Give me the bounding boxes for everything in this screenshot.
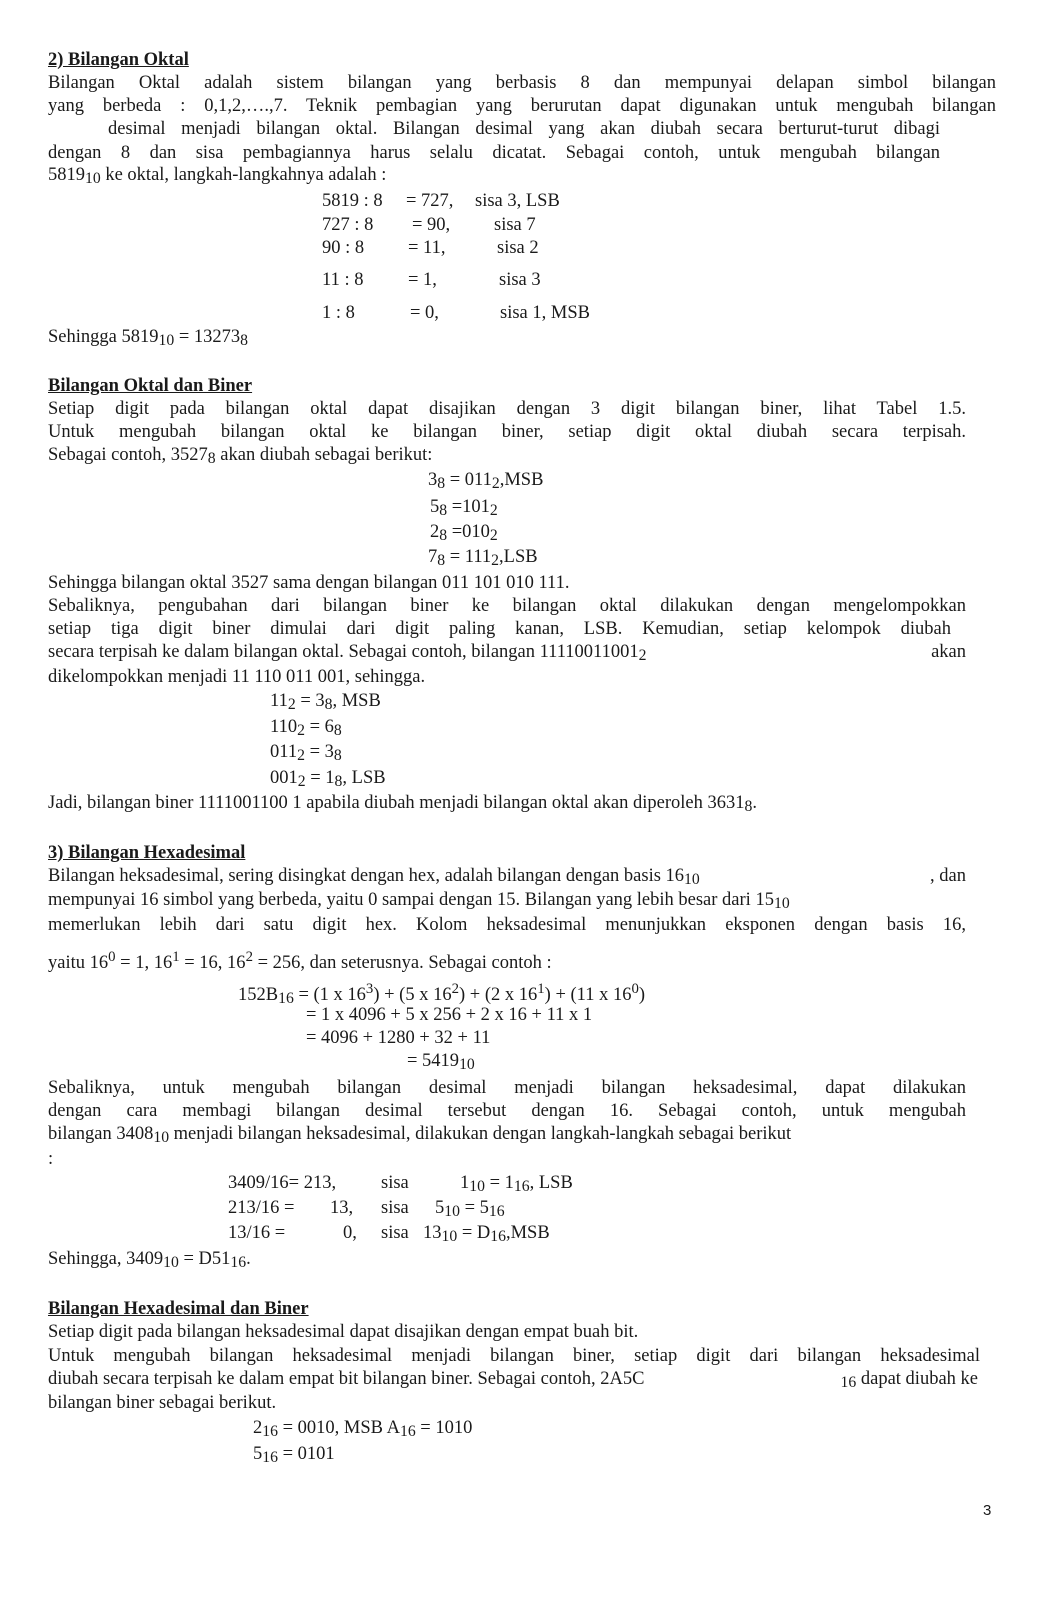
octal-to-binary-row: 28 =0102 bbox=[430, 522, 498, 544]
oktal-biner-line: setiap tiga digit biner dimulai dari digit paling kanan, LSB. Kemudian, setiap kelompok diubah bbox=[48, 619, 951, 639]
binary-group-row: 1102 = 68 bbox=[270, 717, 342, 739]
hex-division-quotient: 0, bbox=[343, 1223, 357, 1243]
hex-division-label: sisa bbox=[381, 1198, 409, 1218]
hex-paragraph-line: Sebaliknya, untuk mengubah bilangan desimal menjadi bilangan heksadesimal, dapat dilakukan bbox=[48, 1078, 966, 1098]
division-row-remainder: sisa 7 bbox=[494, 215, 536, 235]
hex-expansion-line: 152B16 = (1 x $16^3) + (5$ x $16^2) + (2$ x $16^1) + (11$ x $16^0$) bbox=[238, 981, 646, 1007]
hex-division-remainder: 510 = 516 bbox=[435, 1198, 505, 1220]
hex-expansion-result: = 541910 bbox=[407, 1051, 475, 1073]
oktal-biner-line: Sebaliknya, pengubahan dari bilangan biner ke bilangan oktal dilakukan dengan mengelompokkan bbox=[48, 596, 966, 616]
hex-paragraph-line: dengan cara membagi bilangan desimal tersebut dengan 16. Sebagai contoh, untuk mengubah bbox=[48, 1101, 966, 1121]
hex-biner-line: Setiap digit pada bilangan heksadesimal dapat disajikan dengan empat buah bit. bbox=[48, 1322, 639, 1342]
hex-division-label: sisa bbox=[381, 1223, 409, 1243]
octal-to-binary-row: 58 =1012 bbox=[430, 497, 498, 519]
hex-division-remainder: 1310 = D16,MSB bbox=[423, 1223, 550, 1245]
heading-oktal-dan-biner: Bilangan Oktal dan Biner bbox=[48, 376, 253, 396]
division-row: 727 : 8 bbox=[322, 215, 374, 235]
oktal-biner-line: dikelompokkan menjadi 11 110 011 001, sehingga. bbox=[48, 667, 426, 687]
hex-paragraph-line: mempunyai 16 simbol yang berbeda, yaitu 0 sampai dengan 15. Bilangan yang lebih besar dari 1510 bbox=[48, 890, 790, 912]
hex-biner-line: diubah secara terpisah ke dalam empat bit bilangan biner. Sebagai contoh, 2A5C 16 dapat diubah ke bbox=[48, 1369, 978, 1391]
hex-expansion-line: = 4096 + 1280 + 32 + 11 bbox=[306, 1028, 491, 1048]
hex-to-binary-row: 216 = 0010, MSB A16 = 1010 bbox=[253, 1418, 473, 1440]
oktal-paragraph-line: Bilangan Oktal adalah sistem bilangan yang berbasis 8 dan mempunyai delapan simbol bilangan bbox=[48, 73, 996, 93]
division-row-remainder: sisa 2 bbox=[497, 238, 539, 258]
hex-division-quotient: 13, bbox=[330, 1198, 354, 1218]
division-row: 90 : 8 bbox=[322, 238, 365, 258]
division-row: 11 : 8 bbox=[322, 270, 364, 290]
oktal-biner-line: Sebagai contoh, 35278 akan diubah sebagai berikut: bbox=[48, 445, 433, 467]
oktal-biner-summary: Sehingga bilangan oktal 3527 sama dengan bilangan 011 101 010 111. bbox=[48, 573, 570, 593]
octal-to-binary-row: 78 = 1112,LSB bbox=[428, 547, 538, 569]
octal-to-binary-row: 38 = 0112,MSB bbox=[428, 470, 544, 492]
page-number: 3 bbox=[983, 1502, 992, 1519]
oktal-biner-line: Setiap digit pada bilangan oktal dapat disajikan dengan 3 digit bilangan biner, lihat Tabel 1.5. bbox=[48, 399, 966, 419]
oktal-result: Sehingga 581910 = 132738 bbox=[48, 327, 248, 349]
hex-paragraph-line: : bbox=[48, 1149, 54, 1169]
oktal-paragraph-line: 581910 ke oktal, langkah-langkahnya adalah : bbox=[48, 165, 387, 187]
hex-paragraph-line: bilangan 340810 menjadi bilangan heksadesimal, dilakukan dengan langkah-langkah sebagai berikut bbox=[48, 1124, 792, 1146]
division-row: 5819 : 8 bbox=[322, 191, 383, 211]
oktal-paragraph-line: yang berbeda : 0,1,2,….,7. Teknik pembagian yang berurutan dapat digunakan untuk mengubah bilangan bbox=[48, 96, 996, 116]
oktal-biner-line: Untuk mengubah bilangan oktal ke bilangan biner, setiap digit oktal diubah secara terpisah. bbox=[48, 422, 966, 442]
division-row-result: = 0, bbox=[410, 303, 439, 323]
hex-biner-line: bilangan biner sebagai berikut. bbox=[48, 1393, 277, 1413]
hex-paragraph-line: yaitu $16^0 = 1$, $16^1 = 16$, $16^2 = 256$, dan seterusnya. Sebagai contoh : bbox=[48, 949, 552, 973]
division-row-result: = 90, bbox=[412, 215, 451, 235]
heading-bilangan-hexadesimal: 3) Bilangan Hexadesimal bbox=[48, 843, 246, 863]
hex-result: Sehingga, 340910 = D5116. bbox=[48, 1249, 251, 1271]
hex-division-row: 213/16 = bbox=[228, 1198, 295, 1218]
hex-biner-line: Untuk mengubah bilangan heksadesimal menjadi bilangan biner, setiap digit dari bilangan heksadesimal bbox=[48, 1346, 980, 1366]
hex-division-remainder: 110 = 116, LSB bbox=[460, 1173, 573, 1195]
heading-hexadesimal-dan-biner: Bilangan Hexadesimal dan Biner bbox=[48, 1299, 309, 1319]
oktal-biner-conclusion: Jadi, bilangan biner 1111001100 1 apabila diubah menjadi bilangan oktal akan diperoleh 36318. bbox=[48, 793, 757, 815]
division-row-result: = 11, bbox=[408, 238, 446, 258]
hex-paragraph-line: memerlukan lebih dari satu digit hex. Kolom heksadesimal menunjukkan eksponen dengan basis 16, bbox=[48, 915, 966, 935]
hex-division-row: 3409/16= 213, bbox=[228, 1173, 337, 1193]
binary-group-row: 112 = 38, MSB bbox=[270, 691, 381, 713]
hex-division-row: 13/16 = bbox=[228, 1223, 286, 1243]
oktal-paragraph-line: dengan 8 dan sisa pembagiannya harus selalu dicatat. Sebagai contoh, untuk mengubah bilangan bbox=[48, 143, 940, 163]
hex-expansion-line: = 1 x 4096 + 5 x 256 + 2 x 16 + 11 x 1 bbox=[306, 1005, 593, 1025]
heading-bilangan-oktal: 2) Bilangan Oktal bbox=[48, 50, 189, 70]
binary-group-row: 0112 = 38 bbox=[270, 742, 342, 764]
hex-division-label: sisa bbox=[381, 1173, 409, 1193]
division-row-result: = 727, bbox=[406, 191, 454, 211]
division-row-result: = 1, bbox=[408, 270, 437, 290]
division-row-remainder: sisa 3 bbox=[499, 270, 541, 290]
hex-paragraph-line: Bilangan heksadesimal, sering disingkat dengan hex, adalah bilangan dengan basis 1610 , dan bbox=[48, 866, 966, 888]
oktal-biner-line: secara terpisah ke dalam bilangan oktal. Sebagai contoh, bilangan 111100110012 akan bbox=[48, 642, 966, 664]
oktal-paragraph-line: desimal menjadi bilangan oktal. Bilangan desimal yang akan diubah secara berturut-turut dibagi bbox=[108, 119, 940, 139]
binary-group-row: 0012 = 18, LSB bbox=[270, 768, 386, 790]
division-row-remainder: sisa 3, LSB bbox=[475, 191, 560, 211]
division-row: 1 : 8 bbox=[322, 303, 355, 323]
hex-to-binary-row: 516 = 0101 bbox=[253, 1444, 335, 1466]
division-row-remainder: sisa 1, MSB bbox=[500, 303, 590, 323]
